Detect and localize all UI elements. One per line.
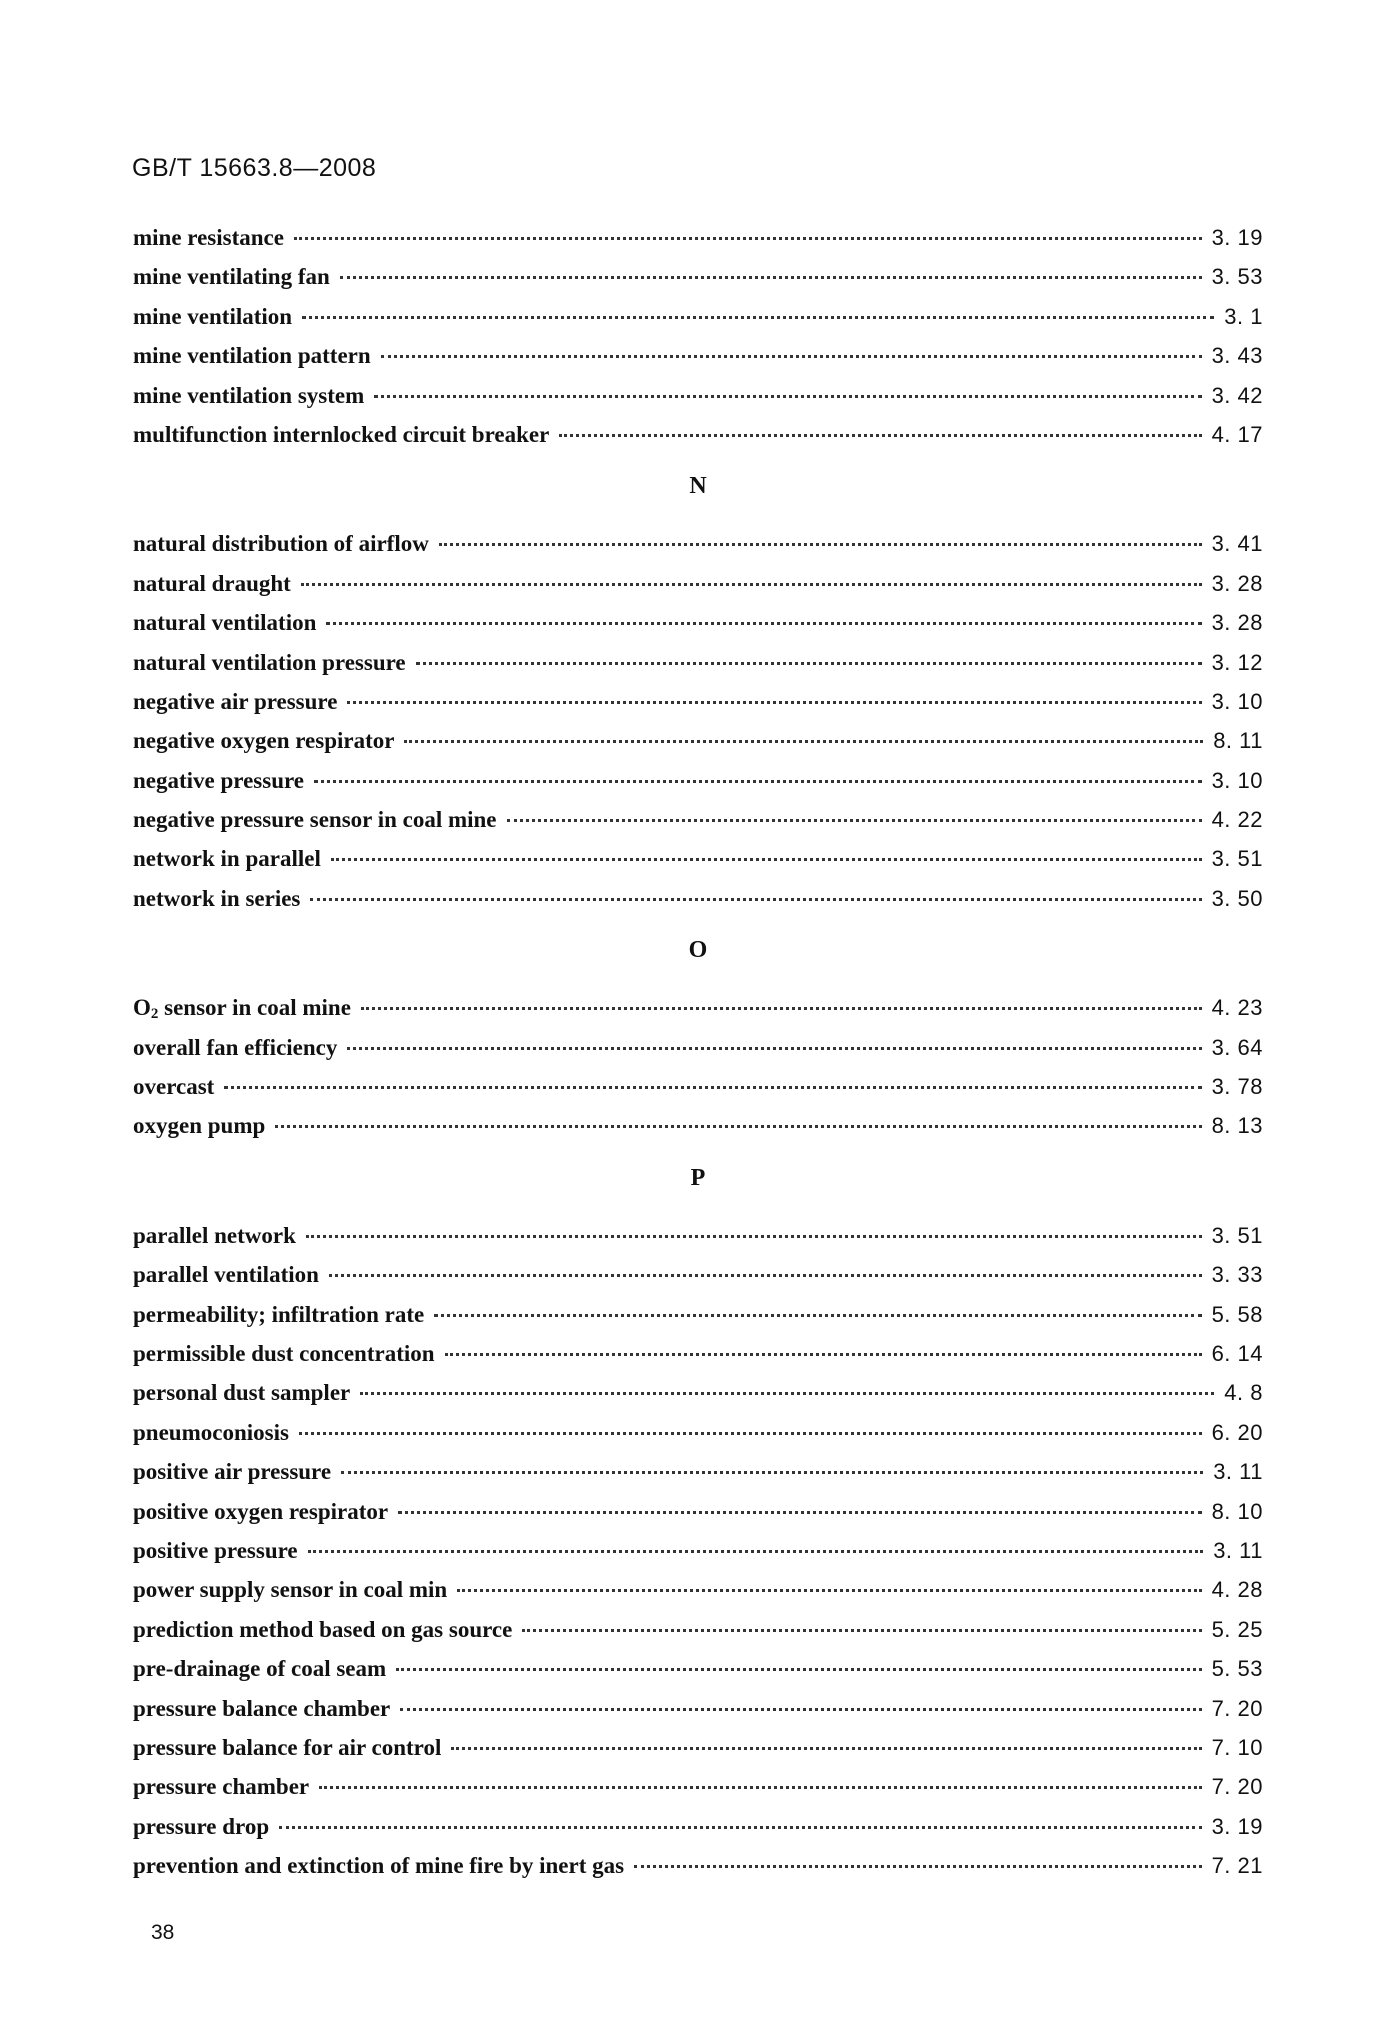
dot-leader: [279, 1826, 1201, 1829]
subscript-two: 2: [150, 1006, 159, 1023]
index-entry: [133, 376, 1263, 415]
index-term: oxygen pump: [133, 1113, 266, 1139]
index-section-m: [133, 218, 1263, 454]
index-entry: [133, 1570, 1263, 1609]
dot-leader: [361, 1007, 1202, 1010]
index-entry: [133, 1846, 1263, 1885]
index-term: positive oxygen respirator: [133, 1498, 389, 1524]
index-ref: 7. 20: [1211, 1774, 1263, 1800]
index-entry: [133, 1216, 1263, 1255]
index-entry: [133, 1295, 1263, 1334]
index-term: natural ventilation pressure: [133, 649, 406, 675]
standard-number: GB/T 15663.8—2008: [132, 154, 377, 182]
dot-leader: [340, 276, 1202, 279]
index-ref: 3. 28: [1211, 610, 1263, 636]
index-ref: 3. 43: [1211, 343, 1263, 369]
index-term: natural draught: [133, 570, 291, 596]
index-ref: 7. 21: [1211, 1853, 1263, 1879]
dot-leader: [374, 395, 1201, 398]
index-entry: [133, 336, 1263, 375]
dot-leader: [308, 1550, 1204, 1553]
index-ref: 3. 78: [1211, 1074, 1263, 1100]
dot-leader: [310, 898, 1201, 901]
index-entry: [133, 524, 1263, 563]
dot-leader: [224, 1086, 1201, 1089]
index-ref: 3. 33: [1211, 1262, 1263, 1288]
index-ref: 4. 22: [1211, 807, 1263, 833]
dot-leader: [326, 622, 1201, 625]
dot-leader: [398, 1511, 1201, 1514]
index-ref: 6. 20: [1211, 1419, 1263, 1445]
page-number: 38: [151, 1921, 175, 1944]
index-term: positive air pressure: [133, 1459, 332, 1485]
index-entry: [133, 297, 1263, 336]
index-section-n: [133, 524, 1263, 918]
index-term: overall fan efficiency: [133, 1034, 338, 1060]
dot-leader: [329, 1274, 1202, 1277]
dot-leader: [416, 662, 1202, 665]
dot-leader: [302, 316, 1214, 319]
index-ref: 3. 50: [1211, 885, 1263, 911]
index-ref: 3. 64: [1211, 1034, 1263, 1060]
index-term: mine ventilating fan: [133, 264, 330, 290]
index-ref: 3. 51: [1211, 1222, 1263, 1248]
index-ref: 4. 28: [1211, 1577, 1263, 1603]
index-entry: [133, 1649, 1263, 1688]
dot-leader: [301, 583, 1202, 586]
index-entry: [133, 1531, 1263, 1570]
dot-leader: [331, 858, 1202, 861]
index-term: permeability; infiltration rate: [133, 1301, 425, 1327]
index-ref: 3. 11: [1213, 1537, 1263, 1563]
index-entry: [133, 1767, 1263, 1806]
dot-leader: [299, 1432, 1202, 1435]
index-term: mine ventilation system: [133, 382, 365, 408]
index-section-o: [133, 988, 1263, 1146]
index-term: natural ventilation: [133, 610, 317, 636]
index-entry: [133, 800, 1263, 839]
dot-leader: [439, 543, 1202, 546]
dot-leader: [381, 355, 1202, 358]
dot-leader: [445, 1353, 1202, 1356]
index-ref: 4. 17: [1211, 421, 1263, 447]
dot-leader: [341, 1471, 1203, 1474]
index-ref: 8. 13: [1211, 1113, 1263, 1139]
index-term: negative pressure sensor in coal mine: [133, 807, 497, 833]
index-ref: 5. 25: [1211, 1616, 1263, 1642]
section-letter-heading: N: [689, 473, 707, 500]
index-term-prefix: O: [133, 995, 151, 1021]
index-entry: [133, 1728, 1263, 1767]
index-ref: 4. 23: [1211, 995, 1263, 1021]
index-entry: [133, 415, 1263, 454]
index-ref: 3. 19: [1211, 225, 1263, 250]
index-entry: [133, 1689, 1263, 1728]
dot-leader: [314, 780, 1202, 783]
dot-leader: [347, 701, 1201, 704]
index-term: parallel network: [133, 1222, 296, 1248]
index-term: overcast: [133, 1074, 215, 1100]
index-ref: 3. 12: [1211, 649, 1263, 675]
index-entry: [133, 1452, 1263, 1491]
dot-leader: [319, 1786, 1201, 1789]
section-letter-heading: P: [690, 1164, 706, 1191]
index-entry: [133, 1028, 1263, 1067]
index-term: negative oxygen respirator: [133, 728, 395, 754]
dot-leader: [400, 1708, 1201, 1711]
index-term: parallel ventilation: [133, 1262, 319, 1288]
index-term: pre-drainage of coal seam: [133, 1656, 387, 1682]
index-entry: [133, 1106, 1263, 1145]
index-term: positive pressure: [133, 1537, 298, 1563]
index-term: prediction method based on gas source: [133, 1616, 513, 1642]
index-term: pressure balance chamber: [133, 1695, 391, 1721]
dot-leader: [360, 1392, 1214, 1395]
index-term: prevention and extinction of mine fire by inert gas: [133, 1853, 625, 1879]
index-term: mine resistance: [133, 225, 284, 250]
index-term: pressure drop: [133, 1813, 270, 1839]
index-term: [133, 988, 351, 1027]
index-entry: [133, 1067, 1263, 1106]
index-term: power supply sensor in coal min: [133, 1577, 448, 1603]
dot-leader: [275, 1125, 1201, 1128]
index-ref: 3. 42: [1211, 382, 1263, 408]
index-term: multifunction internlocked circuit breaker: [133, 421, 550, 447]
dot-leader: [507, 819, 1202, 822]
index-term: personal dust sampler: [133, 1380, 351, 1406]
index-term: natural distribution of airflow: [133, 531, 429, 557]
index-ref: 7. 10: [1211, 1734, 1263, 1760]
index-entry: [133, 1334, 1263, 1373]
index-term: negative air pressure: [133, 688, 338, 714]
index-entry: [133, 1373, 1263, 1412]
index-ref: 8. 10: [1211, 1498, 1263, 1524]
index-entry: [133, 1255, 1263, 1294]
dot-leader: [522, 1629, 1201, 1632]
dot-leader: [396, 1668, 1201, 1671]
dot-leader: [559, 434, 1201, 437]
index-ref: 3. 51: [1211, 846, 1263, 872]
index-entry: [133, 761, 1263, 800]
dot-leader: [306, 1235, 1202, 1238]
index-ref: 3. 10: [1211, 767, 1263, 793]
dot-leader: [347, 1047, 1201, 1050]
index-entry: [133, 1807, 1263, 1846]
dot-leader: [634, 1865, 1201, 1868]
index-entry: [133, 721, 1263, 760]
index-ref: 3. 28: [1211, 570, 1263, 596]
index-term: pressure balance for air control: [133, 1734, 442, 1760]
index-entry: [133, 682, 1263, 721]
index-entry: [133, 564, 1263, 603]
index-ref: 8. 11: [1213, 728, 1263, 754]
index-term: mine ventilation pattern: [133, 343, 371, 369]
section-letter-heading: O: [688, 937, 708, 964]
index-term: negative pressure: [133, 767, 304, 793]
index-ref: 6. 14: [1211, 1340, 1263, 1366]
index-ref: 3. 41: [1211, 531, 1263, 557]
dot-leader: [451, 1747, 1201, 1750]
dot-leader: [404, 740, 1203, 743]
index-term: mine ventilation: [133, 303, 293, 329]
dot-leader: [457, 1589, 1201, 1592]
index-entry: [133, 603, 1263, 642]
index-ref: 5. 58: [1211, 1301, 1263, 1327]
index-entry: [133, 218, 1263, 257]
index-ref: 3. 11: [1213, 1459, 1263, 1485]
index-entry: [133, 257, 1263, 296]
dot-leader: [294, 237, 1202, 240]
index-term: network in series: [133, 885, 301, 911]
index-term: permissible dust concentration: [133, 1340, 435, 1366]
index-entry: [133, 643, 1263, 682]
index-entry: [133, 1610, 1263, 1649]
index-ref: 3. 1: [1224, 303, 1263, 329]
index-ref: 3. 19: [1211, 1813, 1263, 1839]
index-entry: [133, 839, 1263, 878]
index-entry: [133, 1413, 1263, 1452]
index-term: pressure chamber: [133, 1774, 310, 1800]
index-ref: 3. 10: [1211, 688, 1263, 714]
index-term: pneumoconiosis: [133, 1419, 289, 1445]
index-ref: 3. 53: [1211, 264, 1263, 290]
index-term: network in parallel: [133, 846, 321, 872]
index-entry: [133, 988, 1263, 1027]
index-entry: [133, 1492, 1263, 1531]
dot-leader: [434, 1314, 1201, 1317]
index-section-p: [133, 1216, 1263, 1886]
index-list: [133, 218, 1263, 1885]
index-ref: 7. 20: [1211, 1695, 1263, 1721]
index-term-suffix: sensor in coal mine: [158, 995, 351, 1021]
index-entry: [133, 879, 1263, 918]
index-ref: 5. 53: [1211, 1656, 1263, 1682]
index-ref: 4. 8: [1224, 1380, 1263, 1406]
